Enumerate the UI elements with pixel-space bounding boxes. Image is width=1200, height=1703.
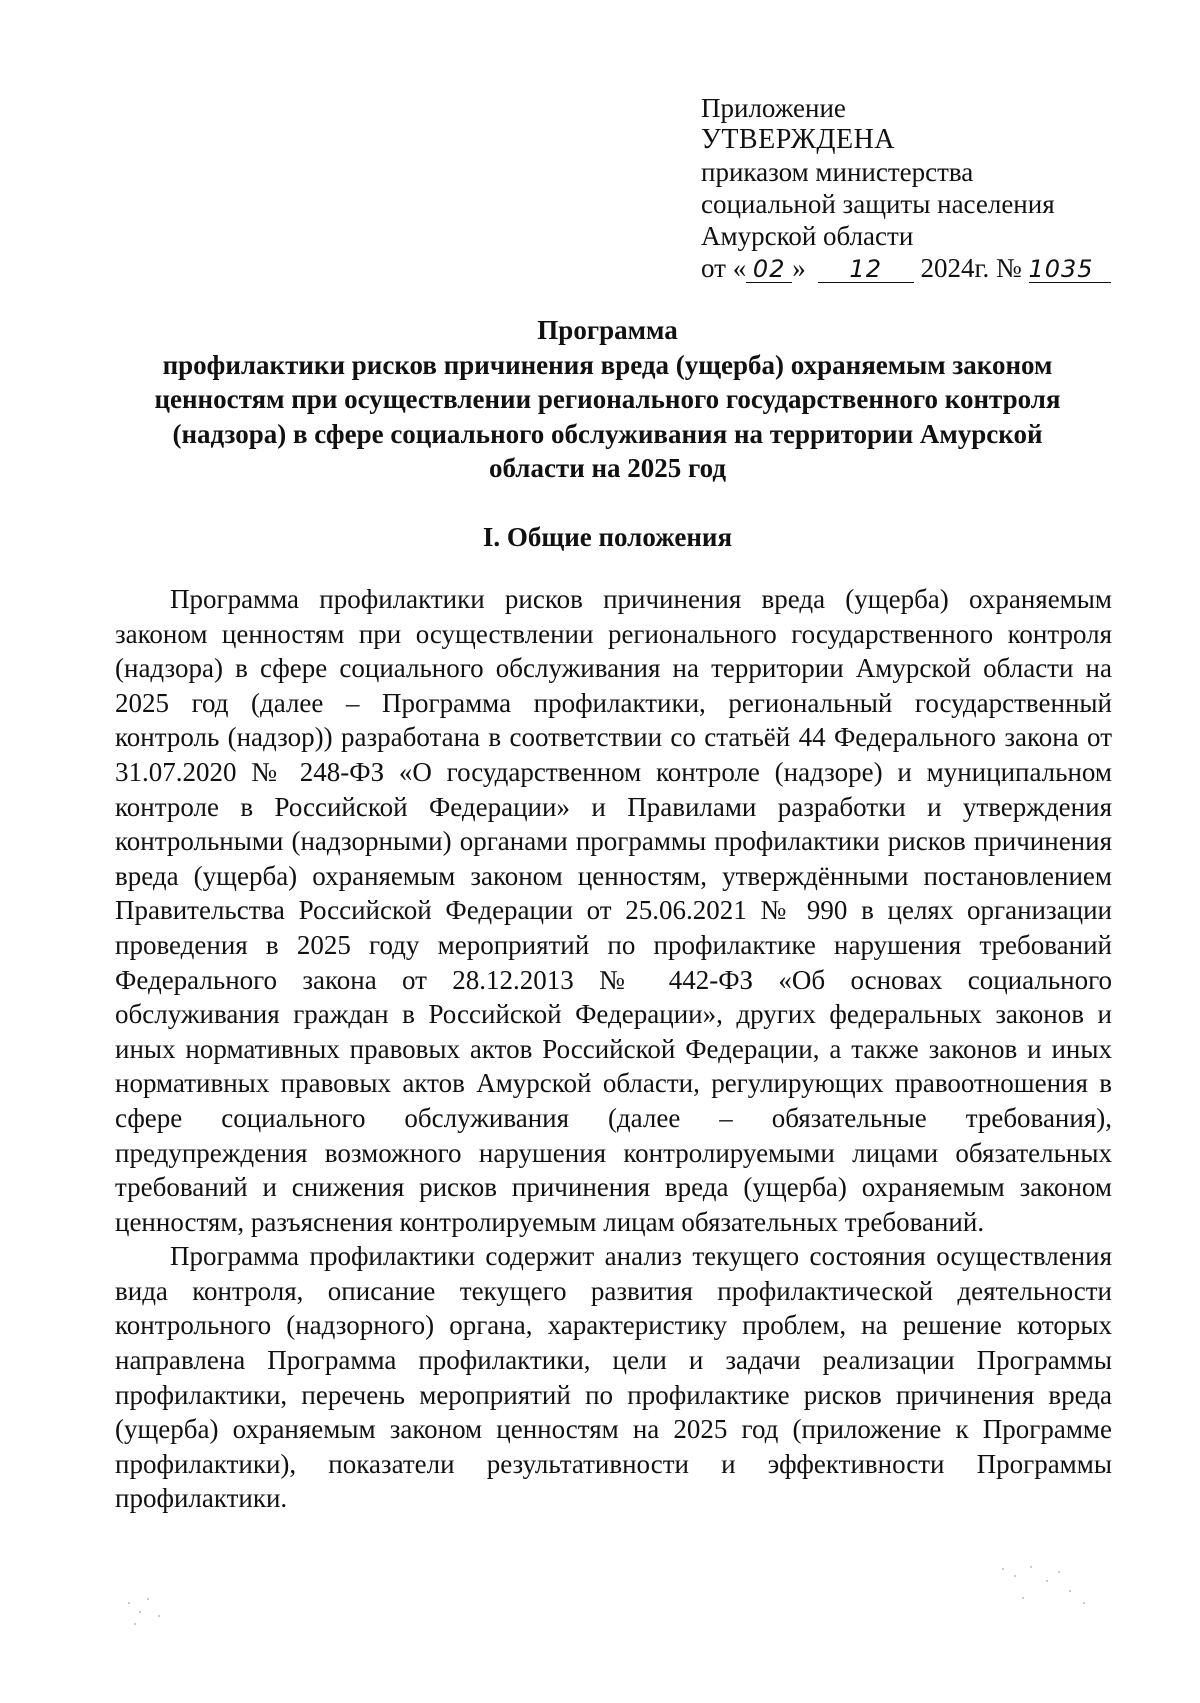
date-month-field xyxy=(818,255,914,283)
doc-number-field xyxy=(1029,255,1111,283)
doc-number-handwritten: 1035 xyxy=(1028,255,1094,283)
title-line-1: Программа xyxy=(537,315,678,345)
document-body xyxy=(115,582,1112,1516)
approval-order-line: приказом министерства xyxy=(701,157,974,187)
body-paragraph: Программа профилактики рисков причинения вреда (ущерба) охраняемым законом ценностям при осуществлении регионального государственного контроля (надзора) в сфере социального обслуживания на территории Амурской области на 2025 год (далее – Программа профилактики, региональный государственный контроль (надзор)) разработана в соответствии со статьёй 44 Федерального закона от 31.07.2020 № 248-ФЗ «О государственном контроле (надзоре) и муниципальном контроле в Российской Федерации» и Правилами разработки и утверждения контрольными (надзорными) органами программы профилактики рисков причинения вреда (ущерба) охраняемым законом ценностям, утверждёнными постановлением Правительства Российской Федерации от 25.06.2021 № 990 в целях организации проведения в 2025 году мероприятий по профилактике нарушения требований Федерального закона от 28.12.2013 № 442-ФЗ «Об основах социального обслуживания граждан в Российской Федерации», других федеральных законов и иных нормативных правовых актов Российской Федерации, а также законов и иных нормативных правовых актов Амурской области, регулирующих правоотношения в сфере социального обслуживания (далее – обязательные требования), предупреждения возможного нарушения контролируемыми лицами обязательных требований и снижения рисков причинения вреда (ущерба) охраняемым законом ценностям, разъяснения контролируемым лицам обязательных требований. xyxy=(115,584,1112,1237)
date-prefix: от « xyxy=(701,253,747,283)
date-day-handwritten: 02 xyxy=(752,255,786,283)
title-line-5: области на 2025 год xyxy=(488,453,727,483)
date-year-number-label: 2024г. № xyxy=(920,253,1022,283)
date-day-field xyxy=(746,255,792,283)
scan-speck xyxy=(1058,1571,1060,1573)
body-paragraph: Программа профилактики содержит анализ текущего состояния осуществления вида контроля, описание текущего развития профилактической деятельности контрольного (надзорного) органа, характеристику проблем, на решение которых направлена Программа профилактики, цели и задачи реализации Программы профилактики, перечень мероприятий по профилактике рисков причинения вреда (ущерба) охраняемым законом ценностям на 2025 год (приложение к Программе профилактики), показатели результативности и эффективности Программы профилактики. xyxy=(115,1241,1112,1514)
scan-speck xyxy=(1069,1590,1071,1592)
date-month-handwritten: 12 xyxy=(849,255,882,283)
scan-speck xyxy=(1022,1597,1024,1599)
scan-speck xyxy=(134,1623,136,1625)
scan-speck xyxy=(128,1602,130,1604)
scan-speck xyxy=(1030,1566,1032,1568)
approval-appendix-label: Приложение xyxy=(701,93,846,123)
scan-speck xyxy=(139,1611,141,1613)
section-heading: I. Общие положения xyxy=(482,522,733,552)
scan-speck xyxy=(147,1598,149,1600)
title-line-2: профилактики рисков причинения вреда (ущерба) охраняемым законом xyxy=(162,349,1053,380)
scan-speck xyxy=(1014,1575,1016,1577)
title-line-4: (надзора) в сфере социального обслуживания на территории Амурской xyxy=(172,418,1043,449)
approval-block xyxy=(701,92,1141,284)
scan-speck xyxy=(1046,1580,1048,1582)
approval-ministry-line: социальной защиты населения xyxy=(701,189,1055,219)
program-title xyxy=(115,313,1100,486)
title-line-3: ценностям при осуществлении регионального государственного контроля xyxy=(154,384,1061,414)
scan-speck xyxy=(1083,1602,1085,1604)
approval-date-line xyxy=(701,252,1141,284)
scan-speck xyxy=(1002,1568,1004,1570)
date-quote-close: » xyxy=(792,253,806,283)
approval-region-line: Амурской области xyxy=(701,221,914,251)
scan-speck xyxy=(158,1615,160,1617)
approval-approved-label: УТВЕРЖДЕНА xyxy=(701,124,896,155)
